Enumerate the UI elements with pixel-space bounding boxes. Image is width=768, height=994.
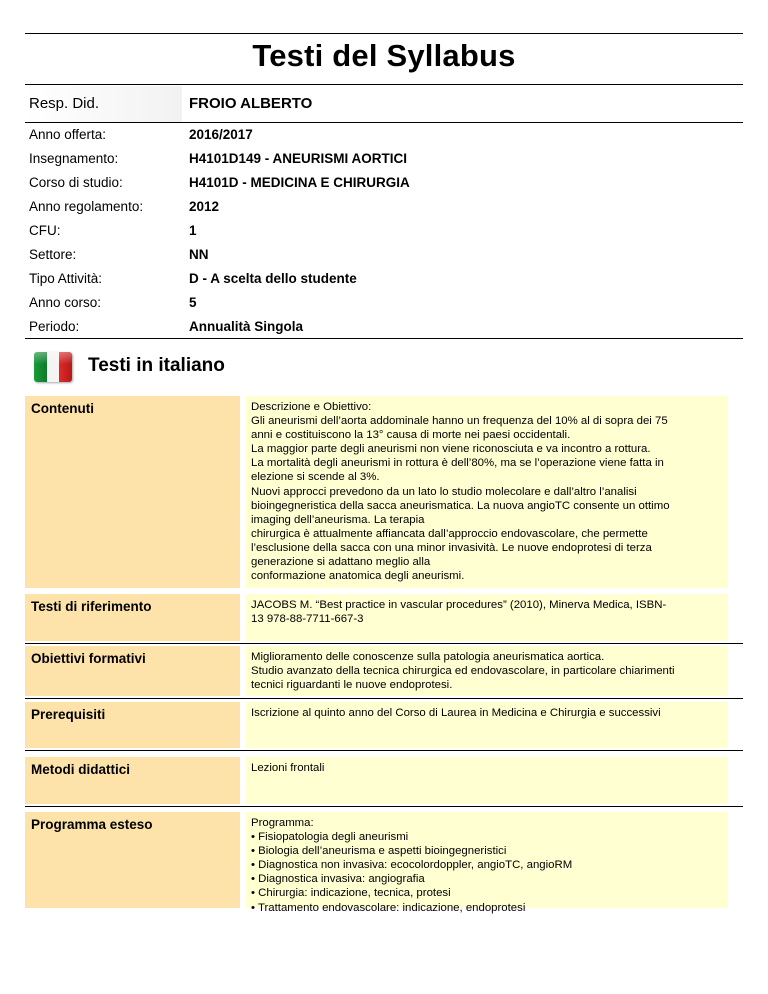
info-label: Corso di studio: — [29, 175, 123, 190]
text-line: • Trattamento endovascolare: indicazione, endoprotesi — [251, 901, 526, 914]
page-title: Testi del Syllabus — [252, 38, 516, 73]
section-prerequisiti — [25, 702, 743, 748]
info-row-anno-regolamento — [0, 195, 768, 219]
info-value: 2016/2017 — [189, 127, 253, 142]
info-label: Settore: — [29, 247, 77, 262]
info-value: NN — [189, 247, 209, 262]
text-line: conformazione anatomica degli aneurismi. — [251, 570, 465, 583]
info-table-bottom-rule — [25, 338, 743, 339]
text-line: Lezioni frontali — [251, 762, 325, 774]
text-line: Miglioramento delle conoscenze sulla patologia aneurismatica aortica. — [251, 651, 605, 663]
section-divider — [25, 698, 743, 699]
text-line: La mortalità degli aneurismi in rottura è dell’80%, ma se l’operazione viene fatta in — [251, 457, 664, 470]
text-line: • Diagnostica invasiva: angiografia — [251, 873, 425, 886]
section-label-cell — [25, 646, 240, 696]
top-rule — [25, 33, 743, 34]
text-line: La maggior parte degli aneurismi non viene riconosciuta e va incontro a rottura. — [251, 443, 651, 456]
text-line: tecnici riguardanti le nuove endoprotesi. — [251, 679, 453, 692]
info-value: H4101D - MEDICINA E CHIRURGIA — [189, 175, 410, 190]
info-value: 2012 — [189, 199, 220, 214]
text-line: • Biologia dell’aneurisma e aspetti bioingegneristici — [251, 845, 507, 858]
section-content-cell — [246, 757, 728, 804]
section-content-cell — [246, 702, 728, 748]
section-text — [251, 706, 726, 720]
section-content-cell — [246, 646, 728, 696]
section-contenuti — [25, 396, 743, 588]
section-metodi-didattici — [25, 757, 743, 804]
section-label-cell — [25, 396, 240, 588]
section-divider — [25, 750, 743, 751]
section-text — [251, 650, 726, 692]
section-programma-esteso — [25, 812, 743, 914]
text-line: anni e costituiscono la 13° causa di morte nei paesi occidentali. — [251, 429, 571, 442]
text-line: Studio avanzato della tecnica chirurgica ed endovascolare, in particolare chiarimenti — [251, 665, 675, 678]
info-value: 5 — [189, 295, 197, 310]
section-label-cell — [25, 702, 240, 748]
section-label: Obiettivi formativi — [31, 651, 146, 666]
text-line: bioingegneristica della sacca aneurismatica. La nuova angioTC consente un ottimo — [251, 499, 670, 512]
text-line: • Fisiopatologia degli aneurismi — [251, 831, 409, 844]
info-label: Anno corso: — [29, 295, 102, 310]
info-label: Periodo: — [29, 319, 80, 334]
info-row-periodo — [0, 315, 768, 339]
text-line: imaging dell’aneurisma. La terapia — [251, 513, 425, 526]
text-line: • Chirurgia: indicazione, tecnica, protesi — [251, 887, 451, 900]
text-line: Programma: — [251, 817, 314, 829]
section-content-cell — [246, 396, 728, 588]
info-label: Anno regolamento: — [29, 199, 144, 214]
info-label: Anno offerta: — [29, 127, 107, 142]
info-row-tipo-attivita — [0, 267, 768, 291]
text-line: elezione si scende al 3%. — [251, 471, 380, 484]
resp-did-label: Resp. Did. — [29, 95, 100, 112]
info-label: Tipo Attività: — [29, 271, 103, 286]
section-label: Programma esteso — [31, 817, 153, 832]
text-line: JACOBS M. “Best practice in vascular procedures” (2010), Minerva Medica, ISBN- — [251, 599, 667, 611]
info-row-cfu — [0, 219, 768, 243]
text-line: generazione si adattano meglio alla — [251, 556, 431, 569]
section-divider — [25, 643, 743, 644]
info-value: D - A scelta dello studente — [189, 271, 357, 286]
section-label: Metodi didattici — [31, 762, 130, 777]
text-line: Gli aneurismi dell’aorta addominale hanno un frequenza del 10% al di sopra dei 75 — [251, 415, 668, 428]
section-label: Testi di riferimento — [31, 599, 152, 614]
section-testi-di-riferimento — [25, 594, 743, 641]
text-line: • Diagnostica non invasiva: ecocolordoppler, angioTC, angioRM — [251, 859, 573, 872]
info-row-settore — [0, 243, 768, 267]
info-row-anno-offerta — [0, 123, 768, 147]
section-label: Contenuti — [31, 401, 94, 416]
text-line: Iscrizione al quinto anno del Corso di Laurea in Medicina e Chirurgia e successivi — [251, 707, 661, 719]
text-line: Nuovi approcci prevedono da un lato lo studio molecolare e dall’altro l’analisi — [251, 485, 637, 498]
section-obiettivi-formativi — [25, 646, 743, 696]
section-text — [251, 761, 726, 775]
resp-did-row — [0, 86, 768, 122]
text-line: l’esclusione della sacca con una minor invasività. Le nuove endoprotesi di terza — [251, 541, 652, 554]
section-content-cell — [246, 594, 728, 641]
resp-did-value: FROIO ALBERTO — [189, 95, 313, 112]
text-line: chirurgica è attualmente affiancata dall’approccio endovascolare, che permette — [251, 527, 648, 540]
info-label: Insegnamento: — [29, 151, 119, 166]
section-divider — [25, 806, 743, 807]
text-line: Descrizione e Obiettivo: — [251, 401, 372, 413]
section-label-cell — [25, 812, 240, 908]
info-value: Annualità Singola — [189, 319, 304, 334]
text-line: 13 978-88-7711-667-3 — [251, 613, 364, 626]
section-text — [251, 400, 726, 583]
section-label-cell — [25, 594, 240, 641]
section-text — [251, 816, 726, 915]
info-label: CFU: — [29, 223, 61, 238]
info-row-insegnamento — [0, 147, 768, 171]
info-value: 1 — [189, 223, 197, 238]
section-text — [251, 598, 726, 626]
section-content-cell — [246, 812, 728, 914]
title-rule — [25, 84, 743, 85]
info-row-anno-corso — [0, 291, 768, 315]
section-title: Testi in italiano — [88, 355, 225, 376]
info-row-corso-di-studio — [0, 171, 768, 195]
section-label: Prerequisiti — [31, 707, 106, 722]
section-label-cell — [25, 757, 240, 804]
italian-flag-icon — [34, 352, 72, 382]
info-value: H4101D149 - ANEURISMI AORTICI — [189, 151, 408, 166]
